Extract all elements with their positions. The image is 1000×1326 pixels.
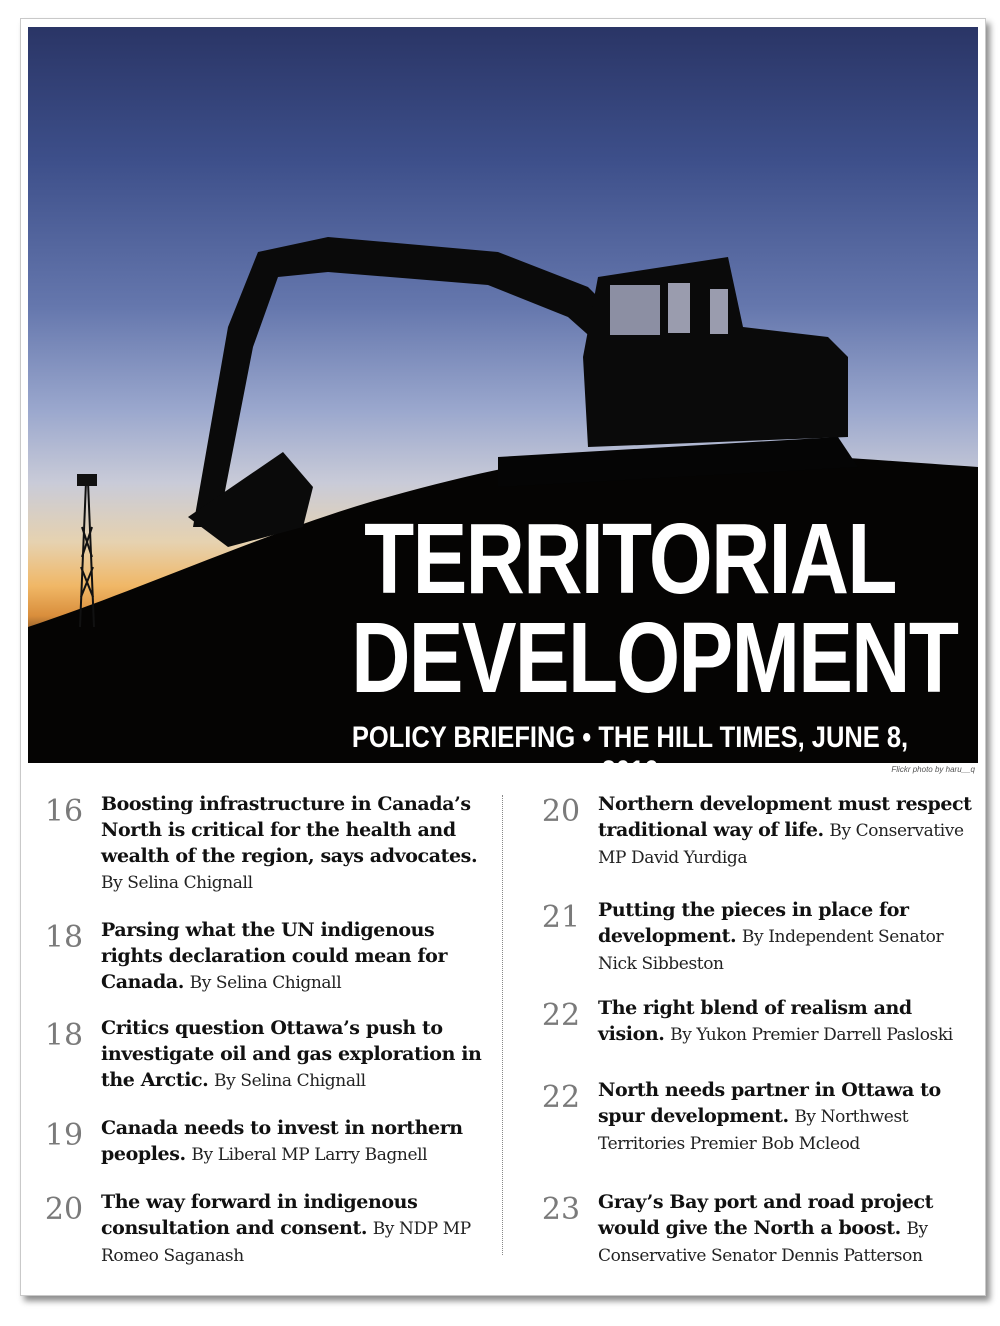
subtitle: POLICY BRIEFING • THE HILL TIMES, JUNE 8, 2016: [351, 721, 909, 788]
headline: [290, 503, 970, 714]
page-number: 16: [44, 794, 84, 829]
page-number: 22: [541, 998, 581, 1033]
right-column: [524, 791, 984, 1279]
list-item[interactable]: [27, 791, 497, 917]
headline-line-2: DEVELOPMENT: [351, 602, 958, 714]
article-title: Critics question Ottawa’s push to investigate oil and gas exploration in the Arctic.: [101, 1017, 482, 1091]
article-title: Gray’s Bay port and road project would give the North a boost.: [598, 1191, 933, 1239]
page-number: 18: [44, 1018, 84, 1053]
article-byline: By NDP MP Romeo Saganash: [101, 1219, 471, 1266]
list-item[interactable]: [27, 917, 497, 1015]
list-item[interactable]: [27, 1189, 497, 1269]
briefing-page: [20, 18, 986, 1296]
article-title: Putting the pieces in place for development.: [598, 899, 909, 947]
article-title: Northern development must respect traditional way of life.: [598, 793, 972, 841]
column-divider: [502, 795, 503, 1255]
article-byline: By Selina Chignall: [101, 873, 253, 893]
photo-credit: Flickr photo by haru__q: [891, 765, 975, 774]
article-title: Canada needs to invest in northern peoples.: [101, 1117, 463, 1165]
list-item[interactable]: [524, 995, 984, 1077]
article-byline: By Conservative Senator Dennis Patterson: [598, 1219, 928, 1266]
article-byline: By Liberal MP Larry Bagnell: [191, 1145, 428, 1165]
article-byline: By Selina Chignall: [189, 973, 342, 993]
list-item[interactable]: [524, 897, 984, 995]
left-column: [27, 791, 497, 1269]
headline-line-1: TERRITORIAL: [364, 503, 896, 615]
list-item[interactable]: [27, 1115, 497, 1189]
article-title: North needs partner in Ottawa to spur development.: [598, 1079, 941, 1127]
list-item[interactable]: [524, 1077, 984, 1189]
article-title: The way forward in indigenous consultation and consent.: [101, 1191, 418, 1239]
page-number: 22: [541, 1080, 581, 1115]
article-title: Boosting infrastructure in Canada’s North is critical for the health and wealth of the region, says advocates.: [101, 793, 478, 867]
list-item[interactable]: [27, 1015, 497, 1115]
article-byline: By Conservative MP David Yurdiga: [598, 821, 964, 868]
list-item[interactable]: [524, 1189, 984, 1279]
page-number: 20: [541, 794, 581, 829]
article-title: Parsing what the UN indigenous rights declaration could mean for Canada.: [101, 919, 448, 993]
page-number: 21: [541, 900, 581, 935]
page-number: 23: [541, 1192, 581, 1227]
article-byline: By Yukon Premier Darrell Pasloski: [670, 1025, 953, 1045]
list-item[interactable]: [524, 791, 984, 897]
article-title: The right blend of realism and vision.: [598, 997, 912, 1045]
article-byline: By Northwest Territories Premier Bob Mcleod: [598, 1107, 909, 1154]
page-number: 18: [44, 920, 84, 955]
page-number: 20: [44, 1192, 84, 1227]
article-byline: By Selina Chignall: [214, 1071, 366, 1091]
article-byline: By Independent Senator Nick Sibbeston: [598, 927, 944, 974]
page-number: 19: [44, 1118, 84, 1153]
